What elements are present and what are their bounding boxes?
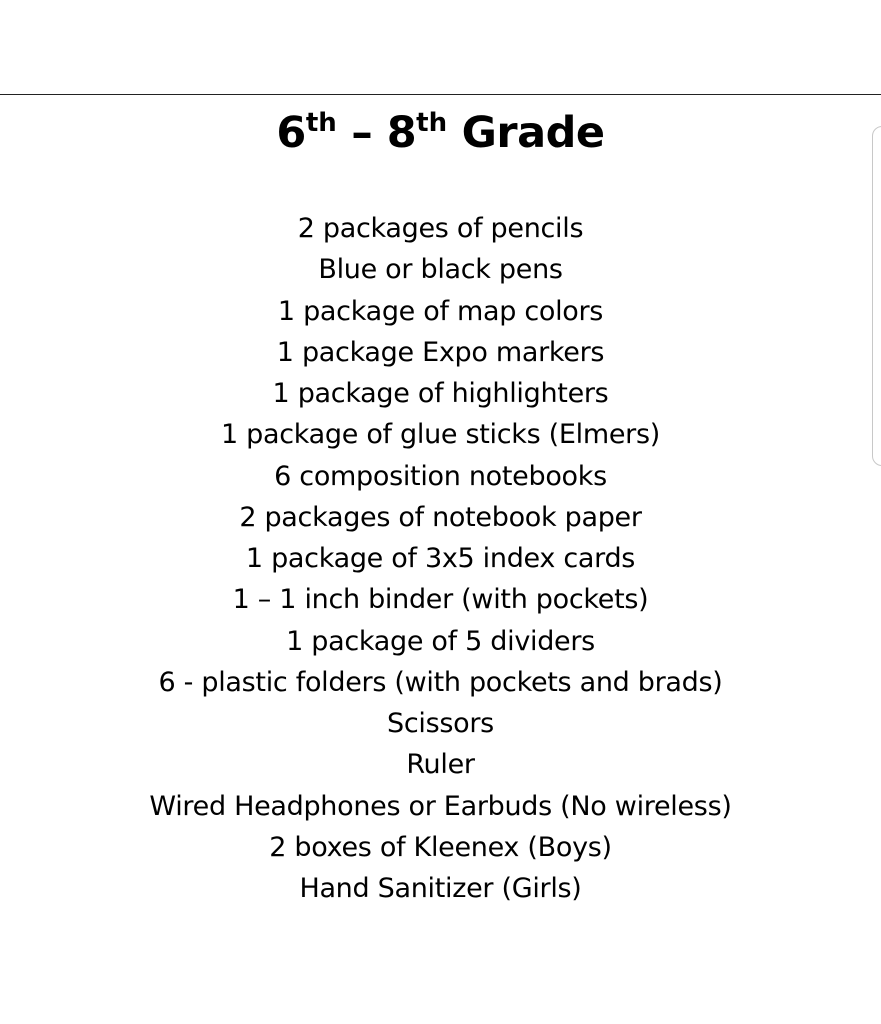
list-item: 1 – 1 inch binder (with pockets) xyxy=(232,584,649,616)
list-item: Wired Headphones or Earbuds (No wireless) xyxy=(149,790,732,822)
list-item: 6 - plastic folders (with pockets and brads) xyxy=(158,666,723,698)
list-item: 1 package of 3x5 index cards xyxy=(245,543,636,574)
grade-end-suffix: th xyxy=(416,108,448,138)
list-item: 2 packages of pencils xyxy=(297,213,584,244)
top-divider-line xyxy=(0,94,881,95)
list-item: Blue or black pens xyxy=(318,254,563,286)
list-item: Hand Sanitizer (Girls) xyxy=(299,873,582,904)
supply-list xyxy=(0,208,881,909)
grade-range-separator: – xyxy=(336,108,387,158)
list-item: 1 package of map colors xyxy=(277,295,604,327)
grade-start-suffix: th xyxy=(305,108,337,138)
list-item: 1 package Expo markers xyxy=(276,336,605,368)
list-item: 1 package of highlighters xyxy=(272,378,609,409)
list-item: Ruler xyxy=(406,749,475,781)
list-item: 2 packages of notebook paper xyxy=(239,501,642,533)
grade-start-number: 6 xyxy=(276,108,306,158)
list-item: 2 boxes of Kleenex (Boys) xyxy=(269,831,612,863)
list-item: 6 composition notebooks xyxy=(274,460,607,492)
list-item: 1 package of glue sticks (Elmers) xyxy=(221,419,660,451)
list-item: Scissors xyxy=(387,708,494,739)
list-item: 1 package of 5 dividers xyxy=(286,625,595,657)
grade-end-number: 8 xyxy=(386,108,417,158)
grade-word: Grade xyxy=(447,108,605,158)
page-title xyxy=(0,104,881,168)
